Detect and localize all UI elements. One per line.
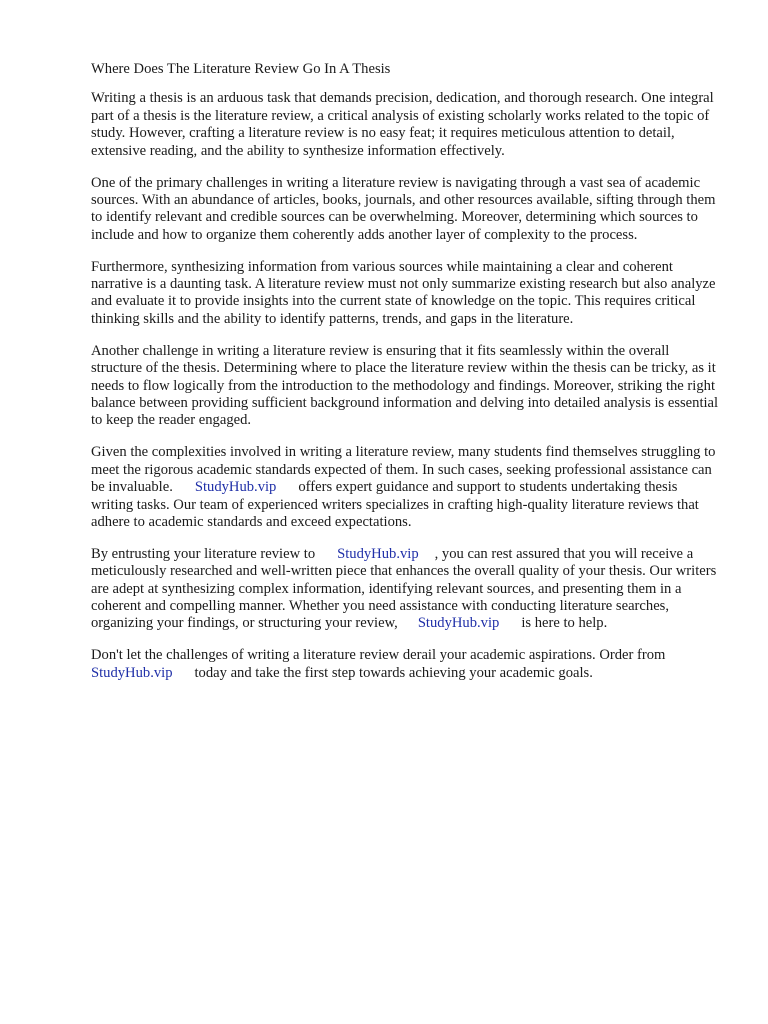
studyhub-link-4[interactable]: StudyHub.vip [91,664,173,681]
document-title: Where Does The Literature Review Go In A Thesis [91,61,391,77]
paragraph-6 [91,546,723,633]
paragraph-6-text-end: is here to help. [521,615,608,632]
paragraph-5-text-start: Given the complexities involved in writing a literature review, many students find themselves struggling to meet the rigorous academic standards expected of them. In such cases, seeking professional assistance can be invaluable. [91,444,716,496]
paragraph-4: Another challenge in writing a literature review is ensuring that it fits seamlessly within the overall structure of the thesis. Determining where to place the literature review within the thesis can be tricky, as it needs to flow logically from the introduction to the methodology and findings. Moreover, striking the right balance between providing sufficient background information and delving into detailed analysis is essential to keep the reader engaged. [91,342,719,429]
paragraph-3: Furthermore, synthesizing information from various sources while maintaining a clear and coherent narrative is a daunting task. A literature review must not only summarize existing research but also analyze and evaluate it to provide insights into the current state of knowledge on the topic. This requires critical thinking skills and the ability to identify patterns, trends, and gaps in the literature. [91,258,716,327]
studyhub-link-2[interactable]: StudyHub.vip [337,545,419,562]
paragraph-6-text-start: By entrusting your literature review to [91,545,316,562]
studyhub-link-3[interactable]: StudyHub.vip [417,615,500,632]
paragraph-7-text-end: today and take the first step towards achieving your academic goals. [194,664,593,681]
paragraph-2: One of the primary challenges in writing a literature review is navigating through a vast sea of academic sources. With an abundance of articles, books, journals, and other resources available, sifting through them to identify relevant and credible sources can be overwhelming. Moreover, determining which sources to include and how to organize them coherently adds another layer of complexity to the process. [91,174,716,243]
paragraph-5-text-end: offers expert guidance and support to students undertaking thesis writing tasks. Our team of experienced writers specializes in crafting high-quality literature reviews that adhere to academic standards and exceed expectations. [91,479,699,530]
document-body [91,61,723,697]
paragraph-1: Writing a thesis is an arduous task that demands precision, dedication, and thorough research. One integral part of a thesis is the literature review, a critical analysis of existing scholarly works related to the topic of study. However, crafting a literature review is no easy feat; it requires meticulous attention to detail, extensive reading, and the ability to synthesize information effectively. [91,90,714,159]
paragraph-7-text-start: Don't let the challenges of writing a literature review derail your academic aspirations. Order from [91,647,666,664]
paragraph-5 [91,444,723,531]
studyhub-link-1[interactable]: StudyHub.vip [194,479,277,496]
paragraph-6-text-middle: , you can rest assured that you will receive a meticulously researched and well-written piece that enhances the overall quality of your thesis. Our writers are adept at synthesizing complex information, identifying relevant sources, and presenting them in a coherent and compelling manner. Whether you need assistance with conducting literature searches, organizing your findings, or structuring your review, [91,545,717,632]
paragraph-7 [91,647,723,682]
